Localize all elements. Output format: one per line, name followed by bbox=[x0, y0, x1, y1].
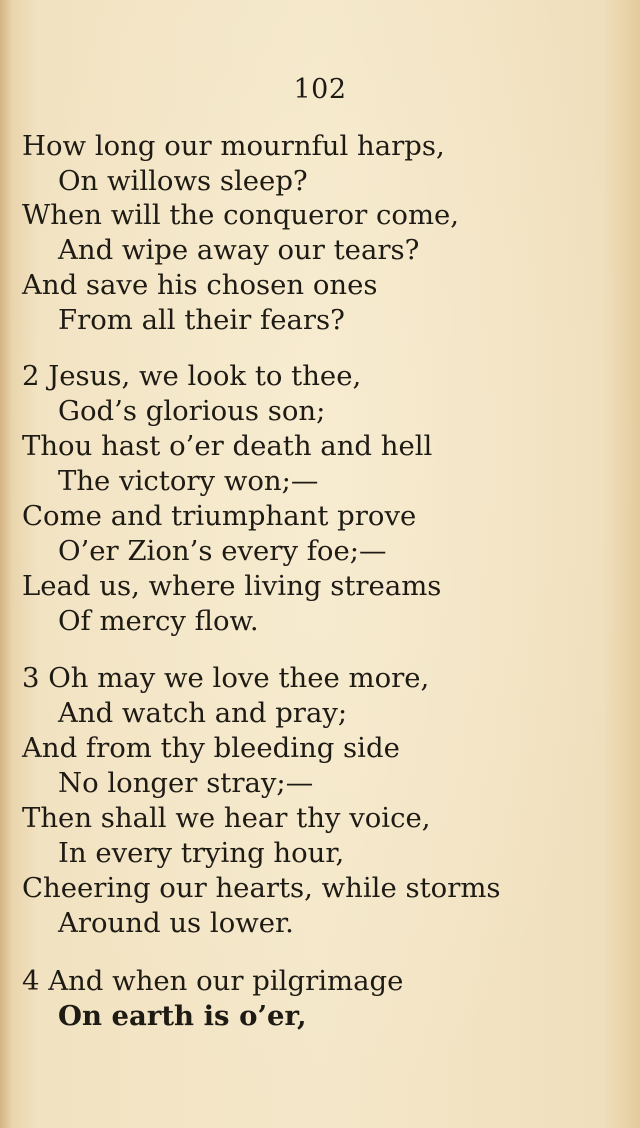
hymn-line: From all their fears? bbox=[58, 304, 345, 336]
hymn-line: 4 And when our pilgrimage bbox=[22, 965, 404, 997]
hymn-line: Come and triumphant prove bbox=[22, 500, 417, 532]
hymn-line: No longer stray;— bbox=[58, 767, 314, 799]
hymn-line: When will the conqueror come, bbox=[22, 199, 460, 231]
hymn-line: And save his chosen ones bbox=[22, 269, 378, 301]
hymn-line: On earth is o’er, bbox=[58, 1000, 307, 1032]
page-edge-shadow bbox=[0, 0, 12, 1128]
hymn-line: How long our mournful harps, bbox=[22, 130, 445, 162]
hymn-line: Around us lower. bbox=[58, 907, 294, 939]
hymn-line: Then shall we hear thy voice, bbox=[22, 802, 431, 834]
hymn-line: 3 Oh may we love thee more, bbox=[22, 662, 430, 694]
hymn-line: Thou hast o’er death and hell bbox=[22, 430, 433, 462]
hymn-line: Lead us, where living streams bbox=[22, 570, 442, 602]
hymn-line: And watch and pray; bbox=[58, 697, 348, 729]
hymn-line: Cheering our hearts, while storms bbox=[22, 872, 501, 904]
hymn-line: In every trying hour, bbox=[58, 837, 345, 869]
hymn-line: Of mercy flow. bbox=[58, 605, 259, 637]
hymn-line: And wipe away our tears? bbox=[58, 234, 420, 266]
hymn-line: God’s glorious son; bbox=[58, 395, 326, 427]
hymn-line: And from thy bleeding side bbox=[22, 732, 400, 764]
hymn-line: The victory won;— bbox=[58, 465, 319, 497]
page-number: 102 bbox=[293, 74, 347, 105]
hymn-line: 2 Jesus, we look to thee, bbox=[22, 360, 362, 392]
hymn-line: O’er Zion’s every foe;— bbox=[58, 535, 387, 567]
hymn-line: On willows sleep? bbox=[58, 165, 308, 197]
